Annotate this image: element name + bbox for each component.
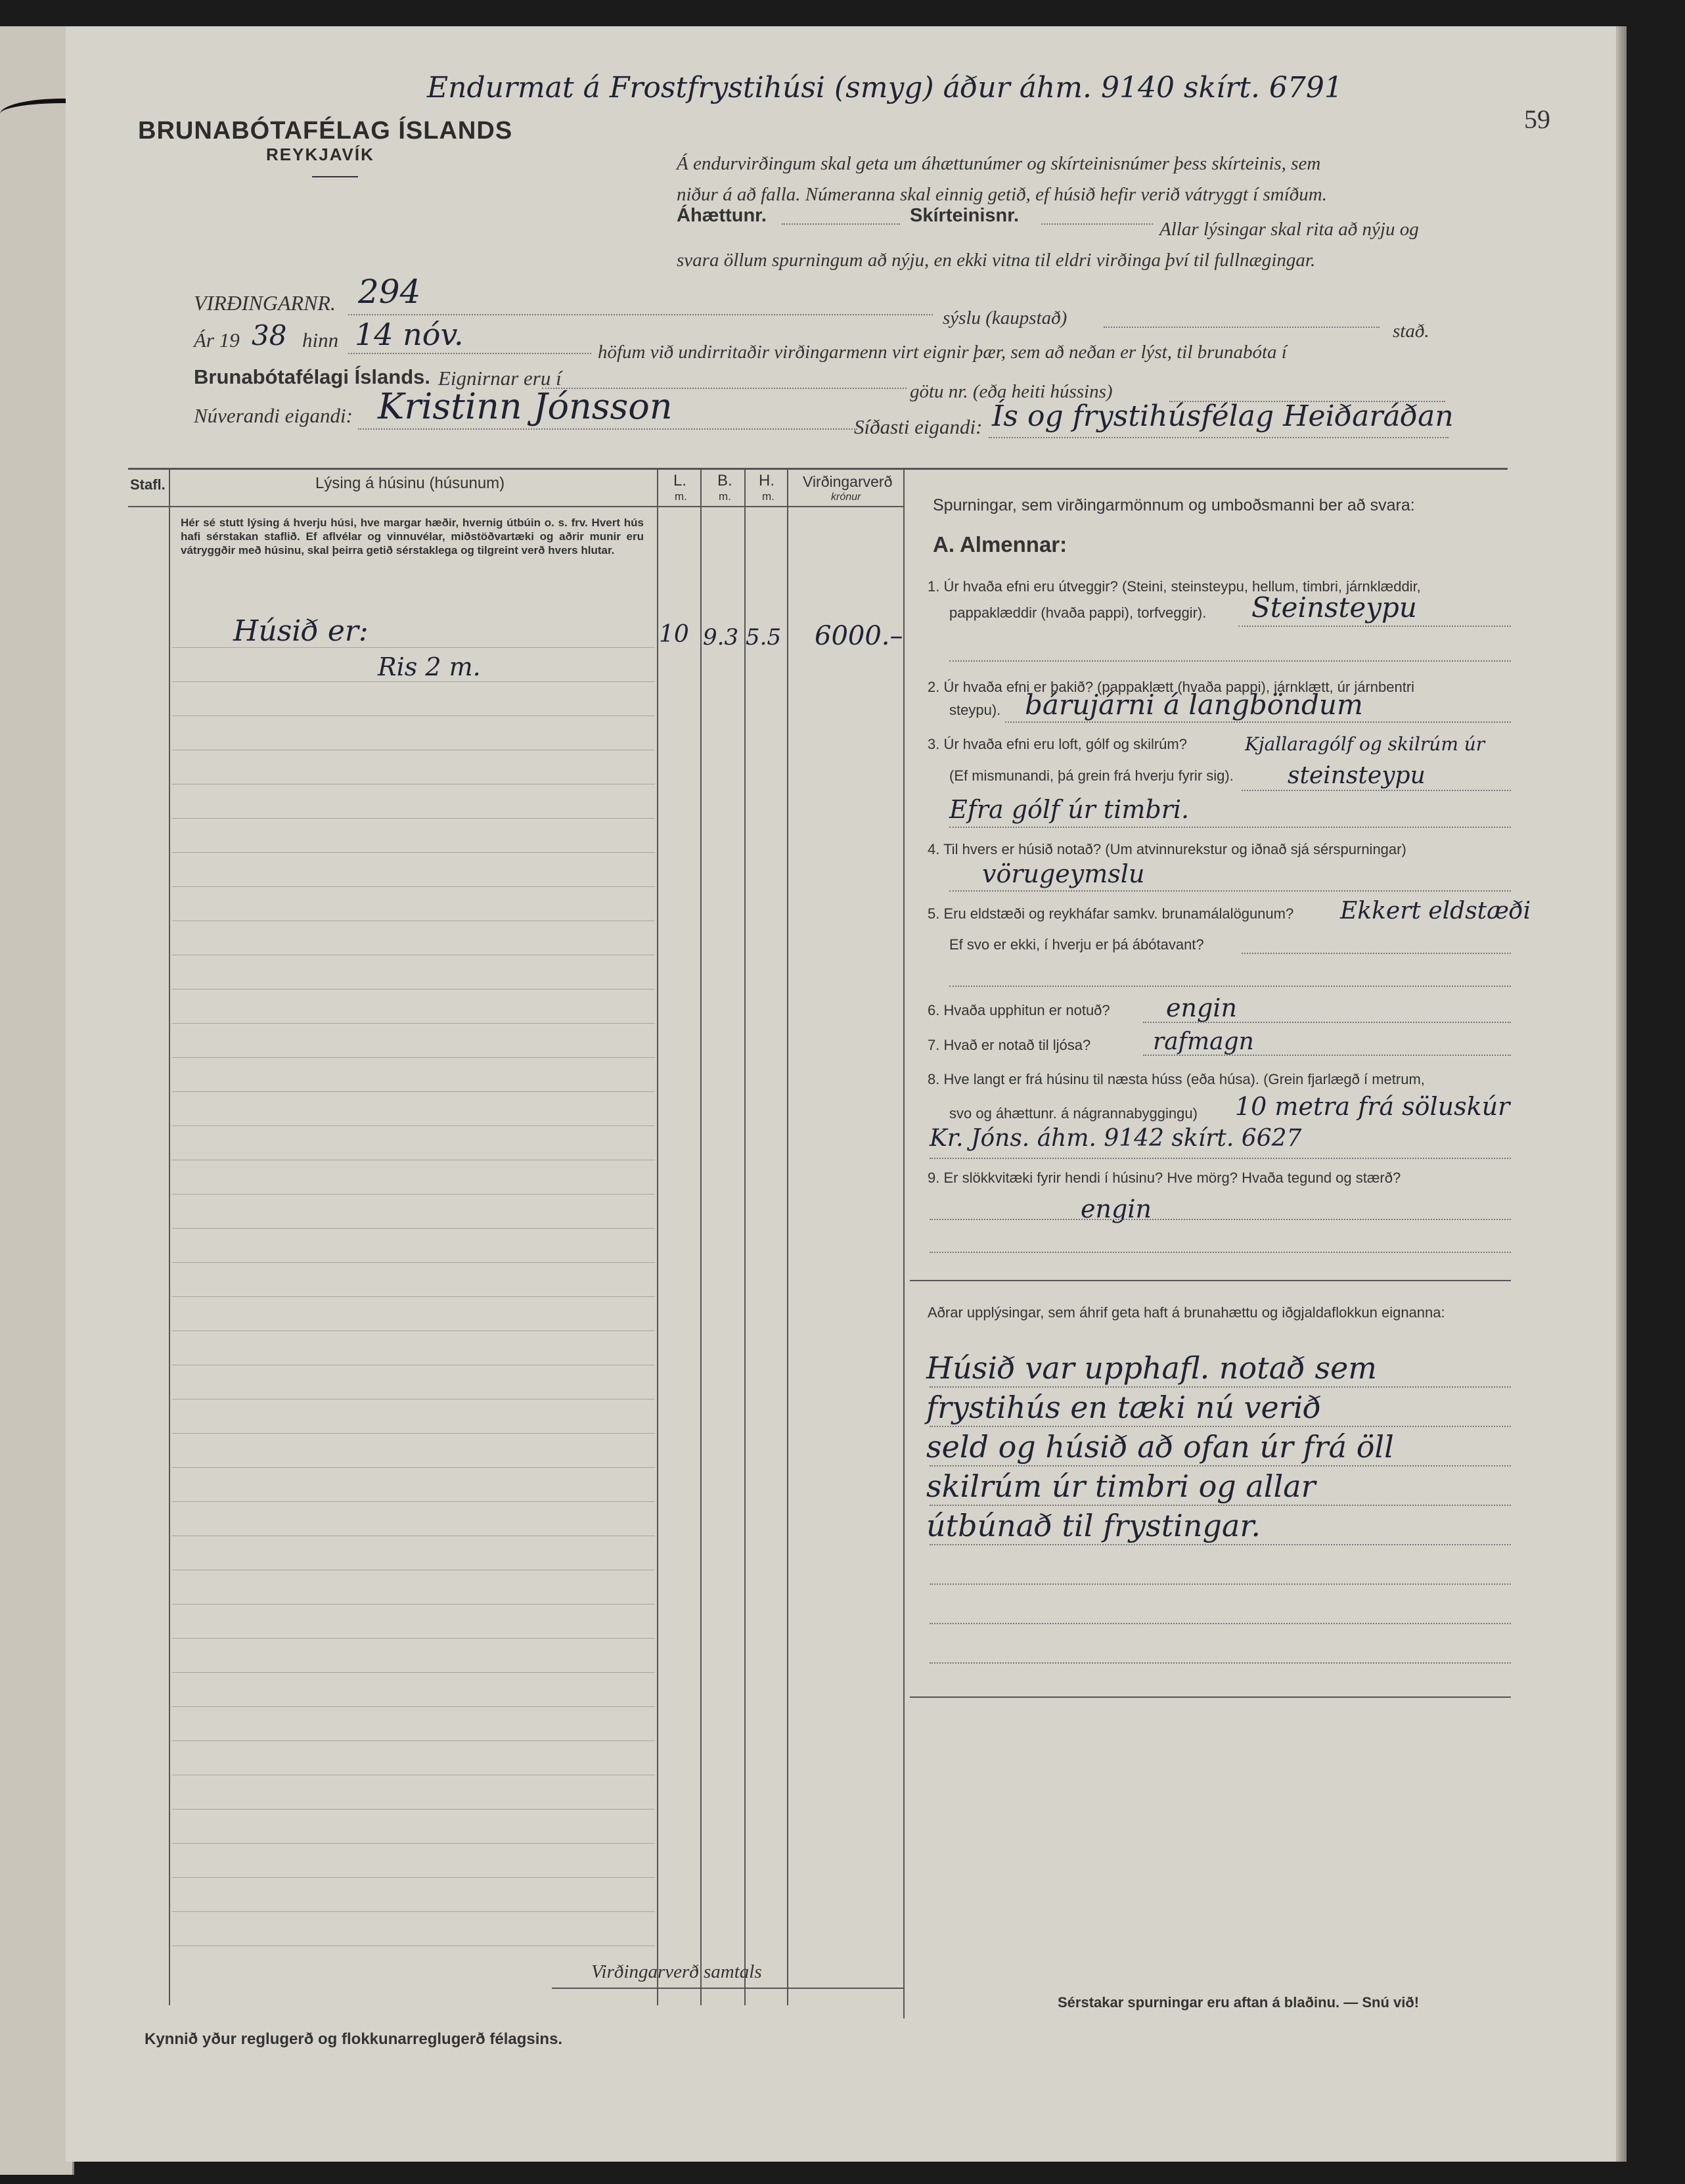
org-name: BRUNABÓTAFÉLAG ÍSLANDS <box>138 117 513 145</box>
a1-field-2[interactable] <box>949 660 1511 662</box>
intro-line-1: Á endurvirðingum skal geta um áhættunúmer og skírteinisnúmer þess skírteinis, sem <box>677 153 1321 174</box>
current-owner-value: Kristinn Jónsson <box>378 386 673 427</box>
a5-field[interactable] <box>1242 953 1511 954</box>
other-info-ruled-line <box>930 1426 1511 1427</box>
total-label: Virðingarverð samtals <box>591 1961 762 1982</box>
table-top-rule <box>128 468 1508 470</box>
q2b: steypu). <box>949 702 1001 718</box>
col-header-h-unit: m. <box>762 490 775 503</box>
row1-length: 10 <box>659 621 689 648</box>
a1: Steinsteypu <box>1251 591 1417 624</box>
left-page <box>0 26 74 2175</box>
header-divider <box>312 176 358 177</box>
last-owner-label: Síðasti eigandi: <box>854 415 983 438</box>
a7-field[interactable] <box>1143 1055 1511 1056</box>
owners-label: Eignirnar eru í <box>438 367 562 390</box>
other-info-ruled-line <box>930 1505 1511 1506</box>
col-divider-desc <box>657 468 658 2005</box>
a6: engin <box>1166 993 1237 1022</box>
other-info-label: Aðrar upplýsingar, sem áhrif geta haft á brunahættu og iðgjaldaflokkun eignanna: <box>928 1304 1445 1321</box>
desc-ruled-line <box>172 852 655 853</box>
a5-field-2[interactable] <box>949 986 1511 987</box>
desc-ruled-line <box>172 1877 655 1878</box>
q4: 4. Til hvers er húsið notað? (Um atvinnurekstur og iðnað sjá sérspurningar) <box>928 841 1406 857</box>
desc-ruled-line <box>172 886 655 887</box>
desc-ruled-line <box>172 1945 655 1946</box>
q3b: (Ef mismunandi, þá grein frá hverju fyrir sig). <box>949 767 1234 784</box>
q2: 2. Úr hvaða efni er þakið? (pappaklætt (hvaða pappi), járnklætt, úr járnbentri <box>928 679 1415 695</box>
handwritten-title: Endurmat á Frostfrystihúsi (smyg) áður áhm. 9140 skírt. 6791 <box>427 71 1343 104</box>
q3: 3. Úr hvaða efni eru loft, gólf og skilrúm? <box>928 736 1187 752</box>
other-info-ruled-line <box>930 1386 1511 1388</box>
col-header-l: L. <box>673 472 687 489</box>
col-divider-b <box>744 468 746 2005</box>
row2-description: Ris 2 m. <box>378 652 481 681</box>
desc-ruled-line <box>172 818 655 819</box>
q5: 5. Eru eldstæði og reykháfar samkv. brunamálalögunum? <box>928 905 1294 922</box>
evaluated-text: höfum við undirritaðir virðingarmenn virt eignir þær, sem að neðan er lýst, til brunabóta í <box>598 342 1287 363</box>
q8b: svo og áhættunr. á nágrannabyggingu) <box>949 1105 1198 1122</box>
desc-ruled-line <box>172 1057 655 1058</box>
q6: 6. Hvaða upphitun er notuð? <box>928 1002 1110 1018</box>
intro-line-4: svara öllum spurningum að nýju, en ekki vitna til eldri virðinga því til fullnægingar. <box>677 250 1316 271</box>
a8-field[interactable] <box>930 1158 1511 1159</box>
desc-ruled-line <box>172 1911 655 1912</box>
desc-ruled-line <box>172 1501 655 1502</box>
year-value: 38 <box>252 319 287 352</box>
section-divider <box>910 1280 1511 1281</box>
col-divider-stafl <box>169 468 170 2005</box>
desc-ruled-line <box>172 1091 655 1092</box>
a9-field[interactable] <box>930 1219 1511 1220</box>
intro-line-2: niður á að falla. Númeranna skal einnig getið, ef húsið hefir verið vátryggt í smíðum. <box>677 184 1327 205</box>
footer-right-note: Sérstakar spurningar eru aftan á blaðinu. — Snú við! <box>1058 1994 1420 2011</box>
q8: 8. Hve langt er frá húsinu til næsta húss (eða húsa). (Grein fjarlægð í metrum, <box>928 1071 1425 1087</box>
risk-number-field[interactable] <box>782 223 900 225</box>
a2: bárujárni á langböndum <box>1025 689 1363 721</box>
a6-field[interactable] <box>1143 1022 1511 1023</box>
street-label: götu nr. (eða heiti hússins) <box>910 381 1113 402</box>
row1-width: 9.3 <box>703 624 739 650</box>
row1-height: 5.5 <box>746 624 782 650</box>
a3-field[interactable] <box>1242 790 1511 791</box>
day-field[interactable] <box>348 353 591 354</box>
section-a-heading: A. Almennar: <box>933 532 1067 557</box>
col-divider-value <box>903 468 905 2018</box>
other-info-ruled-line <box>930 1623 1511 1624</box>
q9: 9. Er slökkvitæki fyrir hendi í húsinu? Hve mörg? Hvaða tegund og stærð? <box>928 1170 1401 1186</box>
intro-line-3: Allar lýsingar skal rita að nýju og <box>1159 219 1419 240</box>
a9: engin <box>1081 1194 1152 1223</box>
table-total-rule <box>552 1988 903 1989</box>
other-info-line-1: Húsið var upphafl. notað sem <box>926 1350 1377 1386</box>
a3b: steinsteypu <box>1288 762 1426 789</box>
assessment-number-value: 294 <box>358 273 421 311</box>
desc-ruled-line <box>172 1706 655 1707</box>
other-info-line-4: skilrúm úr timbri og allar <box>926 1468 1316 1504</box>
other-info-line-5: útbúnað til frystingar. <box>926 1508 1261 1543</box>
a3c: Efra gólf úr timbri. <box>949 795 1190 824</box>
q7: 7. Hvað er notað til ljósa? <box>928 1037 1091 1053</box>
other-info-line-2: frystihús en tæki nú verið <box>926 1390 1322 1425</box>
current-owner-field[interactable] <box>358 428 857 430</box>
other-info-end-rule <box>910 1696 1511 1698</box>
day-value: 14 nóv. <box>355 317 464 352</box>
desc-ruled-line <box>172 681 655 682</box>
place-label: stað. <box>1393 321 1429 342</box>
col-header-value: Virðingarverð <box>803 473 893 490</box>
row1-description: Húsið er: <box>233 614 369 648</box>
assessment-number-label: VIRÐINGARNR. <box>194 291 336 315</box>
desc-ruled-line <box>172 1296 655 1297</box>
a7: rafmagn <box>1153 1028 1254 1055</box>
desc-ruled-line <box>172 784 655 785</box>
desc-ruled-line <box>172 1843 655 1844</box>
footer-left-note: Kynnið yður reglugerð og flokkunarreglugerð félagsins. <box>145 2030 563 2048</box>
assessment-number-field[interactable] <box>348 314 933 315</box>
desc-ruled-line <box>172 1638 655 1639</box>
a3a: Kjallaragólf og skilrúm úr <box>1245 733 1485 755</box>
desc-ruled-line <box>172 1672 655 1673</box>
a4-field[interactable] <box>949 890 1511 892</box>
a9-field-2[interactable] <box>930 1252 1511 1253</box>
company-label: Brunabótafélagi Íslands. <box>194 365 431 388</box>
other-info-ruled-line <box>930 1544 1511 1545</box>
table-instructions: Hér sé stutt lýsing á hverju húsi, hve margar hæðir, hvernig útbúin o. s. frv. Hvert hús hafi sérstakan staflið. Ef aflvélar og vinnuvélar, miðstöðvartæki og aðrir munir eru vátryggðir með húsinu, skal þeirra getið sérstaklega og tilgreint verð hvers hlutar. <box>181 516 644 557</box>
a1-field[interactable] <box>1238 626 1511 627</box>
county-field[interactable] <box>1104 327 1380 328</box>
col-header-l-unit: m. <box>675 490 687 503</box>
org-city: REYKJAVÍK <box>266 145 374 164</box>
year-label: Ár 19 <box>194 329 240 352</box>
row1-value: 6000.– <box>815 621 903 651</box>
day-label: hinn <box>302 329 339 352</box>
col-header-desc: Lýsing á húsinu (húsunum) <box>315 474 505 492</box>
q5b: Ef svo er ekki, í hverju er þá ábótavant? <box>949 936 1204 953</box>
desc-ruled-line <box>172 1262 655 1263</box>
current-owner-label: Núverandi eigandi: <box>194 404 353 427</box>
col-header-stafl: Stafl. <box>130 476 166 493</box>
other-info-ruled-line <box>930 1583 1511 1585</box>
last-owner-value: Ís og frystihúsfélag Heiðaráðan <box>992 399 1454 433</box>
col-header-value-unit: krónur <box>831 491 861 503</box>
other-info-ruled-line <box>930 1662 1511 1664</box>
a4: vörugeymslu <box>982 859 1145 888</box>
desc-ruled-line <box>172 989 655 990</box>
other-info-ruled-line <box>930 1465 1511 1467</box>
desc-ruled-line <box>172 1228 655 1229</box>
page-number: 59 <box>1524 104 1550 134</box>
col-divider-l <box>700 468 702 2005</box>
a3-field-2[interactable] <box>949 827 1511 828</box>
col-header-b-unit: m. <box>719 490 731 503</box>
certificate-number-field[interactable] <box>1041 223 1153 225</box>
desc-ruled-line <box>172 1467 655 1468</box>
q1: 1. Úr hvaða efni eru útveggir? (Steini, steinsteypu, hellum, timbri, járnklæddir, <box>928 578 1421 595</box>
desc-ruled-line <box>172 1740 655 1741</box>
county-label: sýslu (kaupstað) <box>943 307 1067 329</box>
certificate-number-label: Skírteinisnr. <box>910 205 1020 226</box>
risk-number-label: Áhættunr. <box>677 205 767 226</box>
desc-ruled-line <box>172 1433 655 1434</box>
col-header-b: B. <box>717 472 732 489</box>
questions-intro: Spurningar, sem virðingarmönnum og umboðsmanni ber að svara: <box>933 496 1415 514</box>
desc-ruled-line <box>172 1023 655 1024</box>
q1b: pappaklæddir (hvaða pappi), torfveggir). <box>949 604 1207 621</box>
col-divider-h <box>787 468 788 2005</box>
col-header-h: H. <box>759 472 775 489</box>
other-info-line-3: seld og húsið að ofan úr frá öll <box>926 1429 1394 1465</box>
a5: Ekkert eldstæði <box>1340 898 1531 924</box>
a8b: Kr. Jóns. áhm. 9142 skírt. 6627 <box>930 1125 1302 1152</box>
last-owner-field[interactable] <box>989 437 1449 438</box>
a8a: 10 metra frá söluskúr <box>1235 1092 1510 1121</box>
a2-field[interactable] <box>1005 721 1511 723</box>
